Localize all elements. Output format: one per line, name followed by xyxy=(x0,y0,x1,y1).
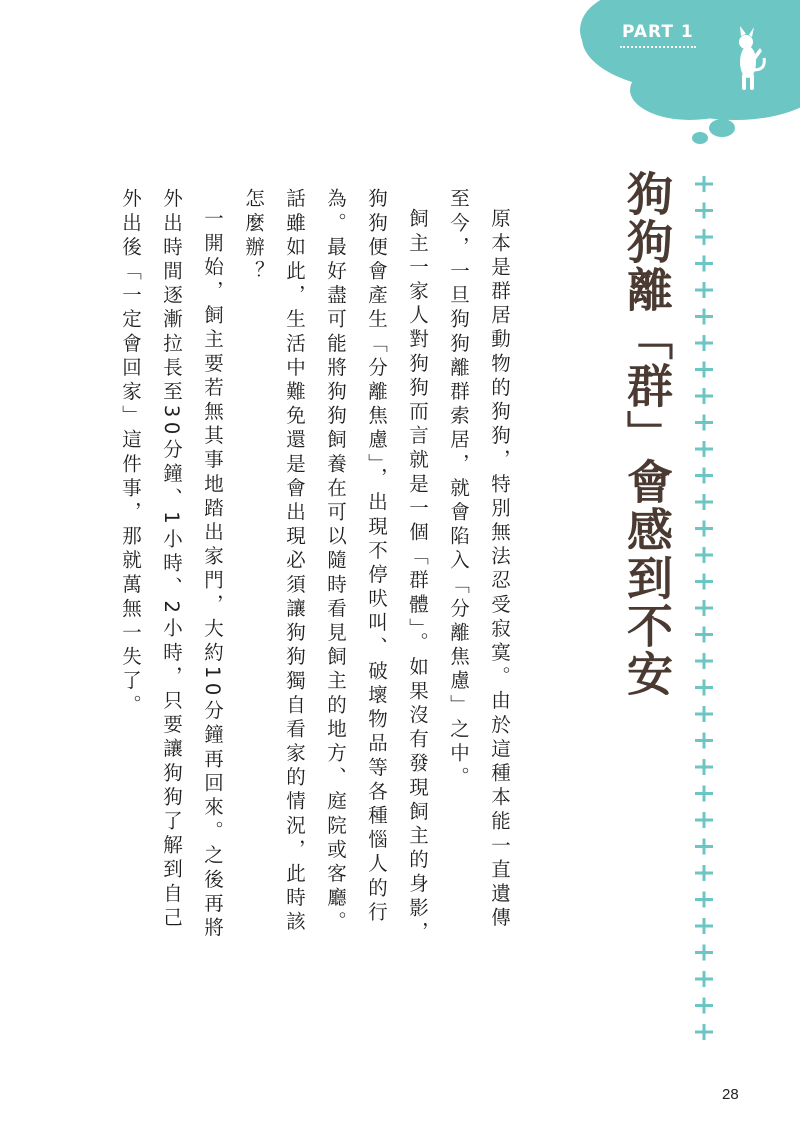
cross-mark xyxy=(695,892,713,908)
cross-mark xyxy=(695,918,713,934)
cross-mark xyxy=(695,203,713,219)
decorative-cross-column xyxy=(692,172,716,1052)
header-cloud xyxy=(0,0,800,160)
cross-mark xyxy=(695,229,713,245)
cross-mark xyxy=(695,441,713,457)
cross-mark xyxy=(695,282,713,298)
cross-mark xyxy=(695,706,713,722)
cross-marks xyxy=(692,172,716,1052)
cross-mark xyxy=(695,494,713,510)
cross-mark xyxy=(695,415,713,431)
cross-mark xyxy=(695,468,713,484)
page-title: 狗狗離「群」會感到不安 xyxy=(620,170,674,698)
cross-mark xyxy=(695,256,713,272)
cross-mark xyxy=(695,945,713,961)
cross-mark xyxy=(695,653,713,669)
page-number: 28 xyxy=(722,1086,739,1103)
cross-mark xyxy=(695,388,713,404)
cross-mark xyxy=(695,335,713,351)
part-label: PART 1 xyxy=(622,22,694,42)
paragraph-2: 飼主一家人對狗狗而言就是一個「群體」。如果沒有發現飼主的身影，狗狗便會產生「分離焦慮」，出現不停吠叫、破壞物品等各種惱人的行為。最好盡可能將狗狗飼養在可以隨時看見飼主的地方、庭院或客廳。話雖如此，生活中難免還是會出現必須讓狗狗獨自看家的情況，此時該怎麼辦？ xyxy=(242,188,429,945)
cross-mark xyxy=(695,998,713,1014)
part-underline xyxy=(620,46,696,48)
cross-mark xyxy=(695,839,713,855)
body-text xyxy=(119,188,520,948)
cross-mark xyxy=(695,362,713,378)
cross-mark xyxy=(695,547,713,563)
cross-mark xyxy=(695,574,713,590)
cross-mark xyxy=(695,1024,713,1040)
cross-mark xyxy=(695,786,713,802)
cross-mark xyxy=(695,812,713,828)
cross-mark xyxy=(695,176,713,192)
paragraph-3: 一開始，飼主要若無其事地踏出家門，大約10分鐘再回來。之後再將外出時間逐漸拉長至30分鐘、1小時、2小時，只要讓狗狗了解到自己外出後「一定會回家」這件事，那就萬無一失了。 xyxy=(119,188,224,941)
cross-mark xyxy=(695,680,713,696)
cross-mark xyxy=(695,971,713,987)
cross-mark xyxy=(695,759,713,775)
cross-mark xyxy=(695,627,713,643)
paragraph-1: 原本是群居動物的狗狗，特別無法忍受寂寞。由於這種本能一直遺傳至今，一旦狗狗離群索居，就會陷入「分離焦慮」之中。 xyxy=(447,188,511,931)
cross-mark xyxy=(695,600,713,616)
cross-mark xyxy=(695,309,713,325)
cross-mark xyxy=(695,865,713,881)
cross-mark xyxy=(695,521,713,537)
cross-mark xyxy=(695,733,713,749)
